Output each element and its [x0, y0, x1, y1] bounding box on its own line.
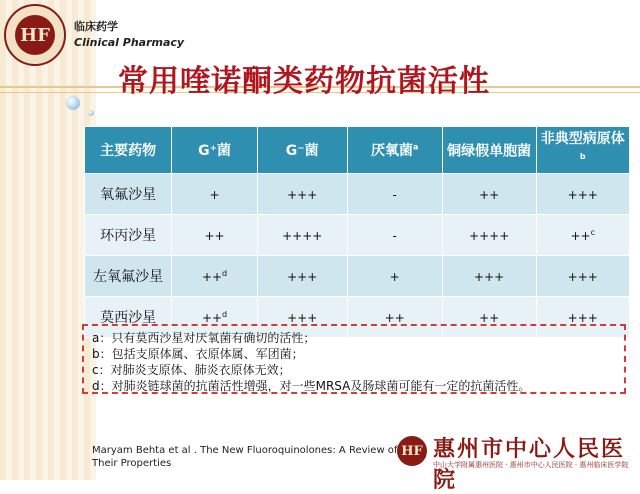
- table-cell: +++: [257, 297, 347, 338]
- table-cell: ++: [172, 215, 258, 256]
- footnote: b：包括支原体属、衣原体属、军团菌；: [92, 347, 304, 361]
- table-cell: ++$^c$: [536, 215, 630, 256]
- drug-name: 莫西沙星: [85, 297, 172, 338]
- table-row: [85, 174, 630, 215]
- table-cell: ++: [442, 174, 536, 215]
- column-header: 厌氧菌$^a$: [347, 127, 442, 174]
- footnote: a：只有莫西沙星对厌氧菌有确切的活性；: [92, 331, 316, 345]
- clinical-pharmacy-en-label: Clinical Pharmacy: [74, 36, 185, 49]
- table-cell: -: [347, 174, 442, 215]
- hospital-subtitle: 中山大学附属惠州医院 · 惠州市中心人民医院 · 惠州临床医学院: [433, 461, 629, 469]
- table-cell: +++: [536, 297, 630, 338]
- bubble-decoration: [66, 96, 80, 110]
- table-cell: +++: [536, 174, 630, 215]
- table-header-row: [85, 127, 630, 174]
- reference-citation: Maryam Behta et al . The New Fluoroquinolones: A Review of Their Properties: [92, 445, 398, 469]
- table-cell: ++$^d$: [172, 256, 258, 297]
- slide-title: 常用喹诺酮类药物抗菌活性: [118, 64, 490, 99]
- decorative-stripe: [0, 0, 96, 480]
- footnote: d：对肺炎链球菌的抗菌活性增强，对一些MRSA及肠球菌可能有一定的抗菌活性。: [92, 379, 531, 393]
- hospital-name: 惠州市中心人民医院: [433, 436, 626, 493]
- table-cell: +++: [257, 174, 347, 215]
- clinical-pharmacy-logo: [4, 4, 66, 66]
- drug-name: 氧氟沙星: [85, 174, 172, 215]
- table-cell: ++: [347, 297, 442, 338]
- column-header: 主要药物: [85, 127, 172, 174]
- table-cell: +++: [257, 256, 347, 297]
- drug-name: 左氧氟沙星: [85, 256, 172, 297]
- drug-name: 环丙沙星: [85, 215, 172, 256]
- table-cell: ++: [442, 297, 536, 338]
- table-row: [85, 215, 630, 256]
- column-header: G⁺菌: [172, 127, 258, 174]
- table-cell: ++++: [442, 215, 536, 256]
- hospital-logo: HF: [397, 436, 427, 466]
- antibacterial-activity-table: [84, 126, 630, 338]
- column-header: G⁻菌: [257, 127, 347, 174]
- table-cell: -: [347, 215, 442, 256]
- table-row: [85, 256, 630, 297]
- clinical-pharmacy-cn-label: 临床药学: [74, 20, 118, 33]
- table-cell: ++++: [257, 215, 347, 256]
- column-header: 铜绿假单胞菌: [442, 127, 536, 174]
- footnotes-box: [82, 324, 626, 394]
- logo-mark: HF: [15, 15, 55, 55]
- table-cell: +++: [442, 256, 536, 297]
- bubble-decoration: [88, 110, 94, 116]
- table-cell: +: [172, 174, 258, 215]
- table-cell: ++$^d$: [172, 297, 258, 338]
- table-cell: +: [347, 256, 442, 297]
- column-header: 非典型病原体$^b$: [536, 127, 630, 174]
- table-cell: +++: [536, 256, 630, 297]
- footnote: c：对肺炎支原体、肺炎衣原体无效；: [92, 363, 291, 377]
